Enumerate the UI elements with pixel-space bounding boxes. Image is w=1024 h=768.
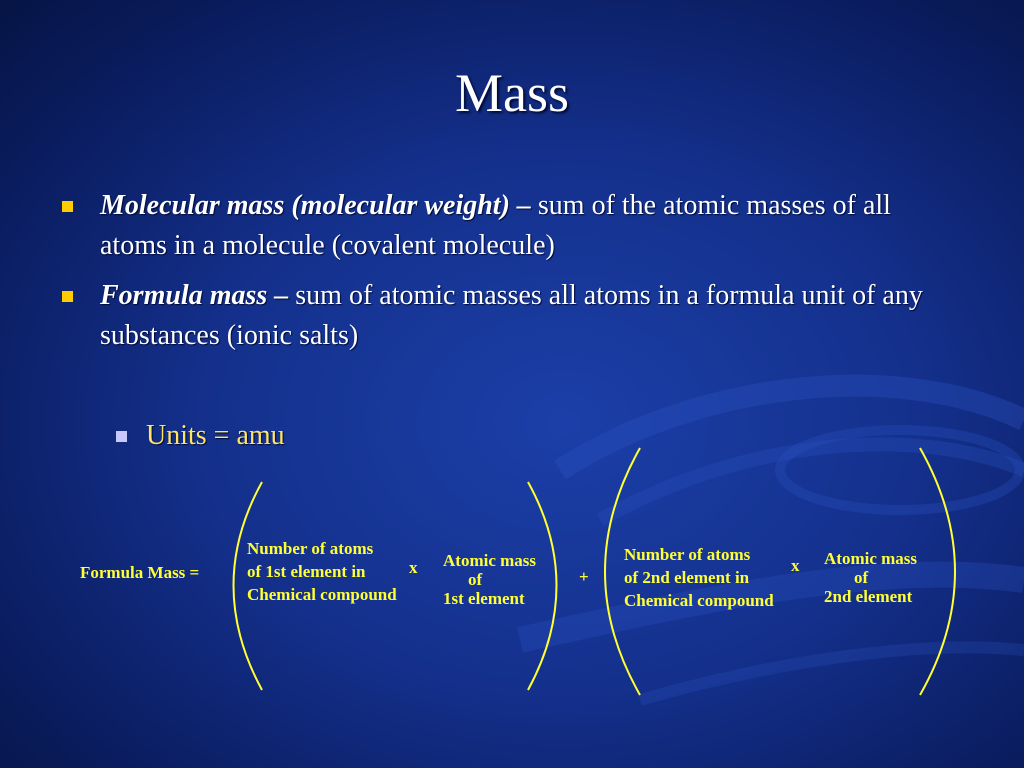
group2-atoms-text [624,543,774,612]
plus-sign: + [579,567,589,586]
bullet-term: Formula mass – [100,280,289,311]
sub-bullet-text: Units = amu [146,420,285,451]
group1-mass-line1: Atomic mass [443,551,537,570]
slide-title: Mass [454,63,569,123]
bullet-text: sum of the atomic masses of all atoms in a molecule (covalent molecule) [100,190,891,261]
formula-label: Formula Mass = [80,563,200,582]
group1-atoms-line1: Number of atoms [247,539,374,558]
group1-atoms-line3: Chemical compound [247,585,397,604]
group2-times: x [791,556,800,575]
group2-atoms-line2: of 2nd element in [624,568,750,587]
group2-mass-line2: of [854,568,869,587]
right-paren-group2 [920,448,955,695]
group1-times: x [409,558,418,577]
group1-atoms-text [247,537,397,606]
group2-mass-text [824,549,917,606]
group2-atoms-line3: Chemical compound [624,591,774,610]
group2-atoms-line1: Number of atoms [624,545,751,564]
bullet-text: sum of atomic masses all atoms in a formula unit of any substances (ionic salts) [100,280,923,351]
group1-mass-line2: of [468,570,483,589]
bullet-term: Molecular mass (molecular weight) – [100,190,531,221]
group2-mass-line1: Atomic mass [824,549,918,568]
group1-mass-line3: 1st element [443,589,525,608]
group2-mass-line3: 2nd element [824,587,913,606]
group1-mass-text [443,551,536,608]
group1-atoms-line2: of 1st element in [247,562,366,581]
